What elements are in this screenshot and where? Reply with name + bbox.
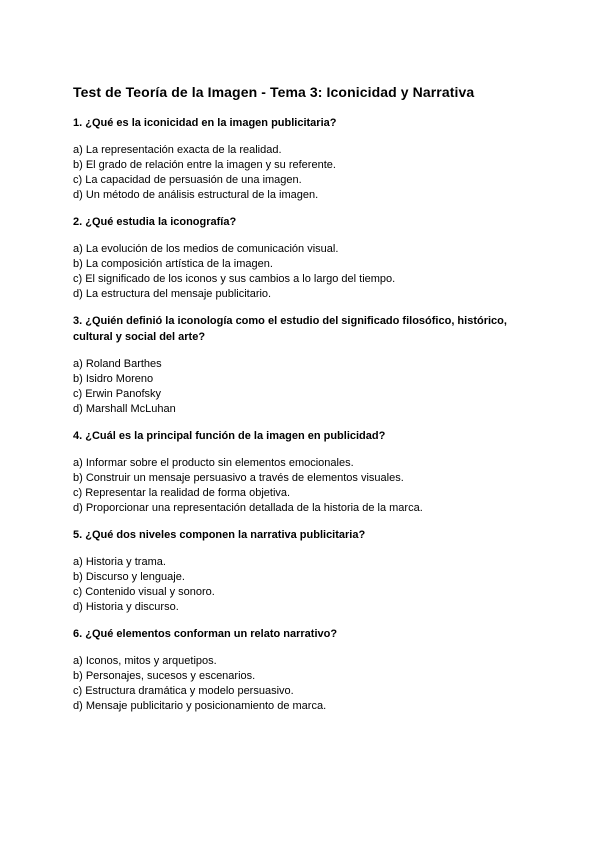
question-text: 3. ¿Quién definió la iconología como el estudio del significado filosófico, histórico, cultural y social del arte?: [73, 315, 507, 343]
option-c: c) Contenido visual y sonoro.: [73, 586, 215, 598]
document-page: [73, 84, 533, 725]
question-text: 5. ¿Qué dos niveles componen la narrativa publicitaria?: [73, 529, 366, 541]
option-b: b) Discurso y lenguaje.: [73, 571, 185, 583]
question-text: 4. ¿Cuál es la principal función de la imagen en publicidad?: [73, 430, 386, 442]
option-list: [73, 242, 533, 302]
question-3: [73, 313, 533, 417]
option-a: a) Roland Barthes: [73, 358, 162, 370]
option-list: [73, 143, 533, 203]
question-1: [73, 115, 533, 203]
option-d: d) Proporcionar una representación detallada de la historia de la marca.: [73, 502, 423, 514]
option-d: d) Un método de análisis estructural de la imagen.: [73, 189, 319, 201]
option-list: [73, 555, 533, 615]
option-a: a) Iconos, mitos y arquetipos.: [73, 655, 217, 667]
option-c: c) Erwin Panofsky: [73, 388, 162, 400]
option-d: d) Marshall McLuhan: [73, 403, 176, 415]
option-c: c) La capacidad de persuasión de una imagen.: [73, 174, 302, 186]
option-c: c) Representar la realidad de forma objetiva.: [73, 487, 291, 499]
option-list: [73, 357, 533, 417]
question-text: 6. ¿Qué elementos conforman un relato narrativo?: [73, 628, 338, 640]
option-d: d) Mensaje publicitario y posicionamiento de marca.: [73, 700, 327, 712]
option-b: b) Construir un mensaje persuasivo a través de elementos visuales.: [73, 472, 404, 484]
option-b: b) El grado de relación entre la imagen y su referente.: [73, 159, 336, 171]
question-6: [73, 626, 533, 714]
question-text: 1. ¿Qué es la iconicidad en la imagen publicitaria?: [73, 117, 337, 129]
option-a: a) La representación exacta de la realidad.: [73, 144, 282, 156]
option-c: c) El significado de los iconos y sus cambios a lo largo del tiempo.: [73, 273, 396, 285]
question-text: 2. ¿Qué estudia la iconografía?: [73, 216, 237, 228]
option-c: c) Estructura dramática y modelo persuasivo.: [73, 685, 294, 697]
document-title: Test de Teoría de la Imagen - Tema 3: Iconicidad y Narrativa: [73, 84, 475, 100]
question-5: [73, 527, 533, 615]
option-a: a) Informar sobre el producto sin elementos emocionales.: [73, 457, 354, 469]
option-a: a) La evolución de los medios de comunicación visual.: [73, 243, 339, 255]
question-2: [73, 214, 533, 302]
question-4: [73, 428, 533, 516]
option-d: d) Historia y discurso.: [73, 601, 179, 613]
option-b: b) La composición artística de la imagen.: [73, 258, 273, 270]
option-list: [73, 654, 533, 714]
option-list: [73, 456, 533, 516]
option-b: b) Isidro Moreno: [73, 373, 154, 385]
option-a: a) Historia y trama.: [73, 556, 166, 568]
option-d: d) La estructura del mensaje publicitario.: [73, 288, 272, 300]
option-b: b) Personajes, sucesos y escenarios.: [73, 670, 256, 682]
